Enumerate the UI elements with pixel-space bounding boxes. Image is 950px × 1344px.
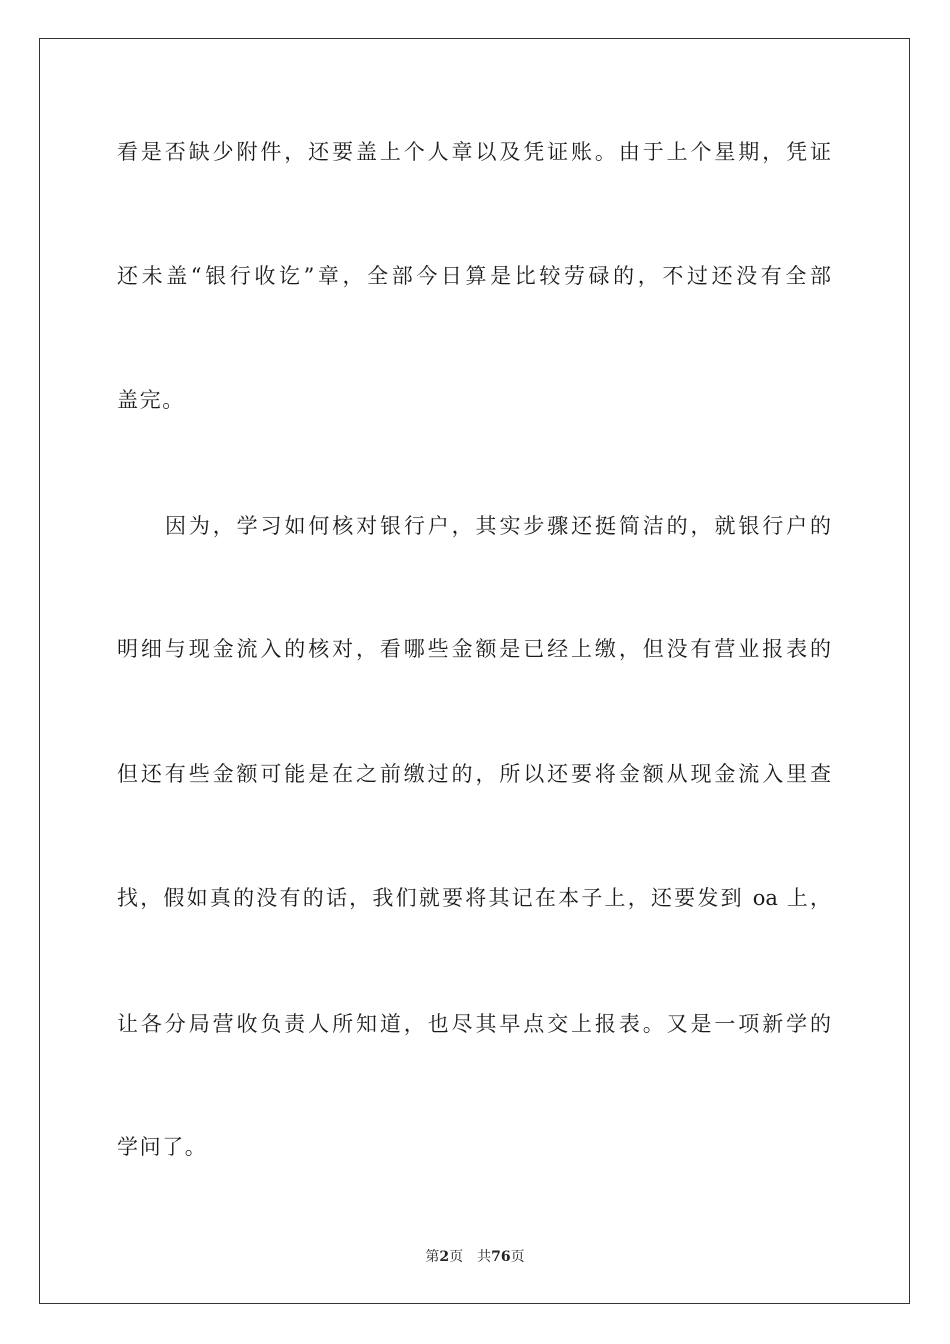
footer-total-pages: 76: [491, 1249, 511, 1265]
footer-page-suffix: 页: [449, 1249, 464, 1265]
page-border: [39, 38, 910, 1304]
page-footer: [0, 1248, 950, 1266]
paragraph-line: 找，假如真的没有的话，我们就要将其记在本子上，还要发到 oa 上，: [117, 886, 831, 910]
paragraph-line: 学问了。: [117, 1135, 208, 1159]
paragraph-line: 盖完。: [117, 388, 185, 412]
paragraph-line: 看是否缺少附件，还要盖上个人章以及凭证账。由于上个星期，凭证: [117, 140, 831, 164]
paragraph-line: 还未盖“银行收讫”章，全部今日算是比较劳碌的，不过还没有全部: [117, 264, 831, 288]
paragraph-line: 让各分局营收负责人所知道，也尽其早点交上报表。又是一项新学的: [117, 1012, 831, 1036]
footer-page-number: 2: [439, 1249, 450, 1265]
paragraph-line: 明细与现金流入的核对，看哪些金额是已经上缴，但没有营业报表的: [117, 637, 831, 661]
footer-total-suffix: 页: [510, 1249, 525, 1265]
footer-page-prefix: 第: [425, 1249, 440, 1265]
paragraph-line: 因为，学习如何核对银行户，其实步骤还挺简洁的，就银行户的: [165, 514, 831, 538]
footer-total-prefix: 共: [477, 1249, 492, 1265]
paragraph-line: 但还有些金额可能是在之前缴过的，所以还要将金额从现金流入里查: [117, 762, 831, 786]
